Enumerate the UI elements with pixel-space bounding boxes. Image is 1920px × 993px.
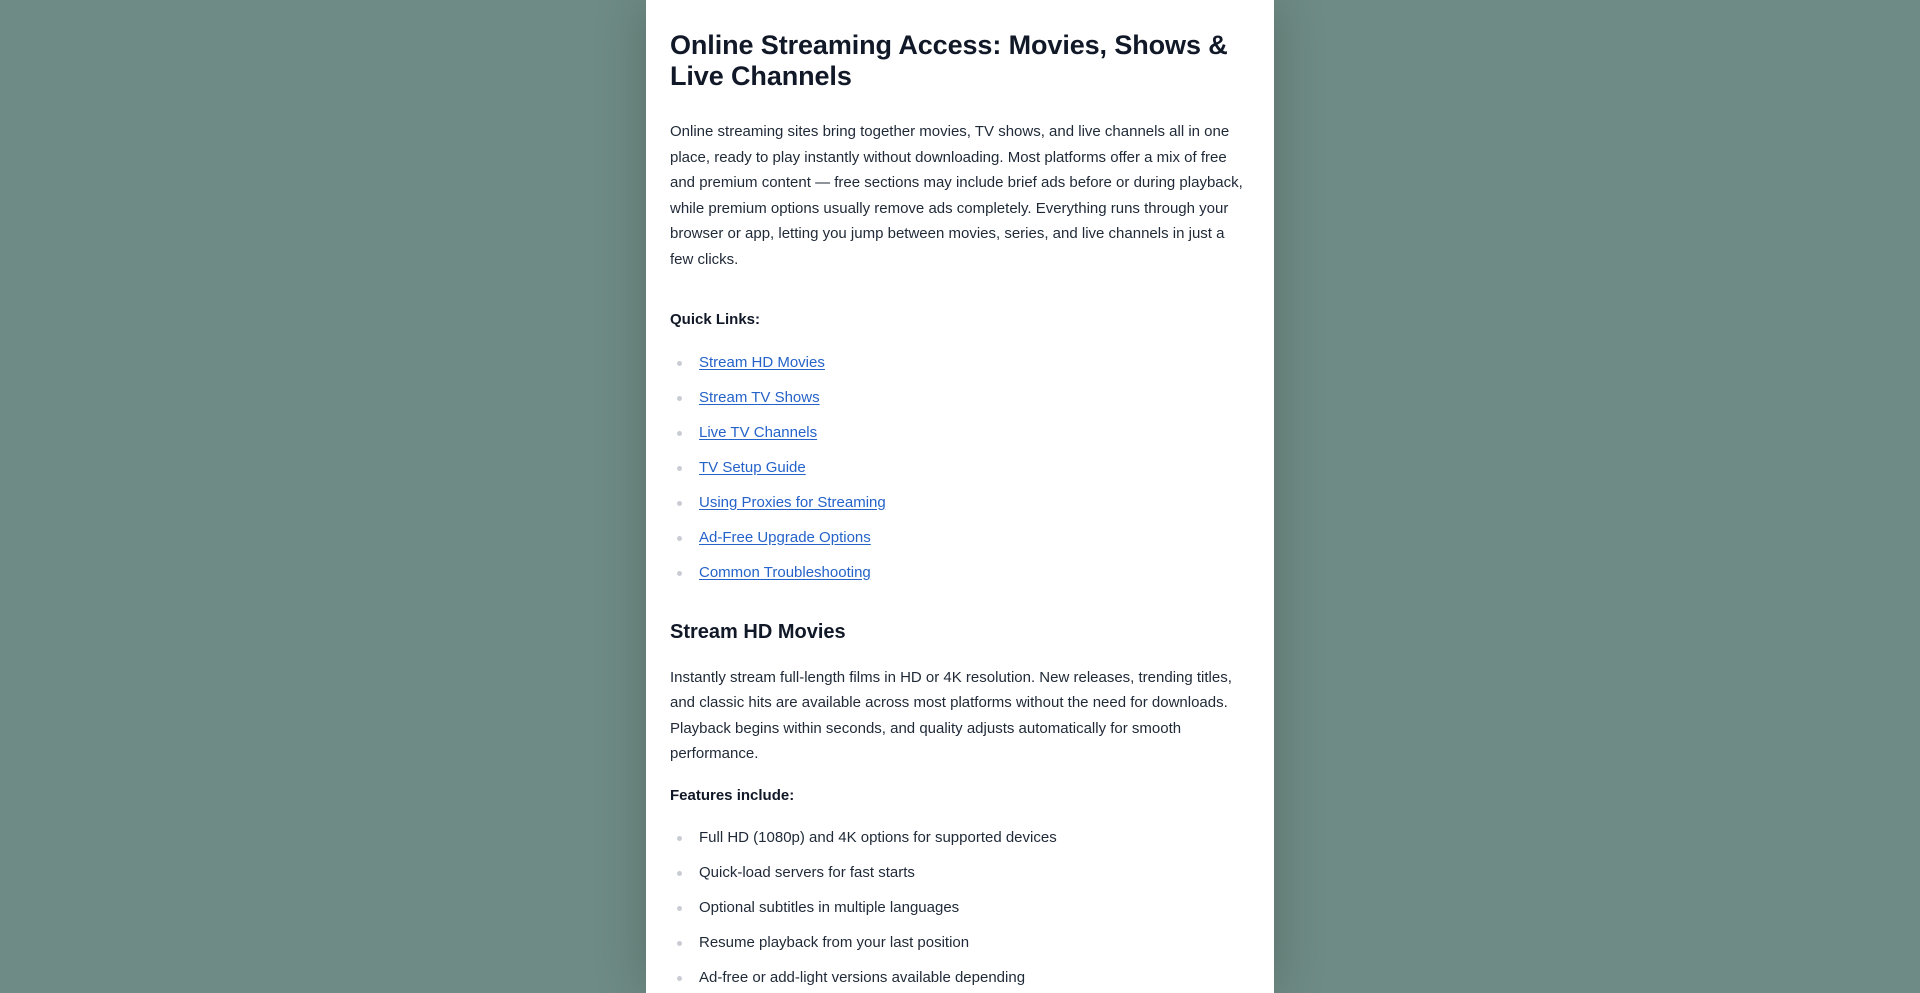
list-item: Quick-load servers for fast starts xyxy=(670,864,1250,899)
section-heading-stream-hd-movies: Stream HD Movies xyxy=(670,620,846,643)
link-ad-free-upgrade[interactable]: Ad-Free Upgrade Options xyxy=(699,528,871,546)
link-tv-setup-guide[interactable]: TV Setup Guide xyxy=(699,458,806,476)
link-live-tv-channels[interactable]: Live TV Channels xyxy=(699,423,818,441)
link-stream-tv-shows[interactable]: Stream TV Shows xyxy=(699,388,820,406)
quick-links-heading: Quick Links: xyxy=(670,310,761,328)
list-item xyxy=(670,424,1250,459)
list-item xyxy=(670,389,1250,424)
list-item: Optional subtitles in multiple languages xyxy=(670,899,1250,934)
link-common-troubleshooting[interactable]: Common Troubleshooting xyxy=(699,563,871,581)
intro-paragraph: Online streaming sites bring together movies, TV shows, and live channels all in one place, ready to play instantly without downloading. Most platforms offer a mix of free and premium content — free sections may include brief ads before or during playback, while premium options usually remove ads completely. Everything runs through your browser or app, letting you jump between movies, series, and live channels in just a few clicks. xyxy=(670,123,1243,268)
quick-links-list xyxy=(670,354,1250,599)
link-stream-hd-movies[interactable]: Stream HD Movies xyxy=(699,353,825,371)
link-using-proxies[interactable]: Using Proxies for Streaming xyxy=(699,493,886,511)
list-item xyxy=(670,494,1250,529)
list-item xyxy=(670,564,1250,599)
list-item: Full HD (1080p) and 4K options for supported devices xyxy=(670,829,1250,864)
article-content xyxy=(646,0,1274,993)
list-item: Resume playback from your last position xyxy=(670,934,1250,969)
article-page xyxy=(646,0,1274,993)
features-heading: Features include: xyxy=(670,786,795,804)
list-item: Ad-free or add-light versions available depending xyxy=(670,969,1250,993)
section-paragraph: Instantly stream full-length films in HD or 4K resolution. New releases, trending titles, and classic hits are available across most platforms without the need for downloads. Playback begins within seconds, and quality adjusts automatically for smooth performance. xyxy=(670,668,1232,763)
list-item xyxy=(670,459,1250,494)
features-list xyxy=(670,829,1250,993)
list-item xyxy=(670,354,1250,389)
list-item xyxy=(670,529,1250,564)
page-title: Online Streaming Access: Movies, Shows & Live Channels xyxy=(670,30,1228,91)
